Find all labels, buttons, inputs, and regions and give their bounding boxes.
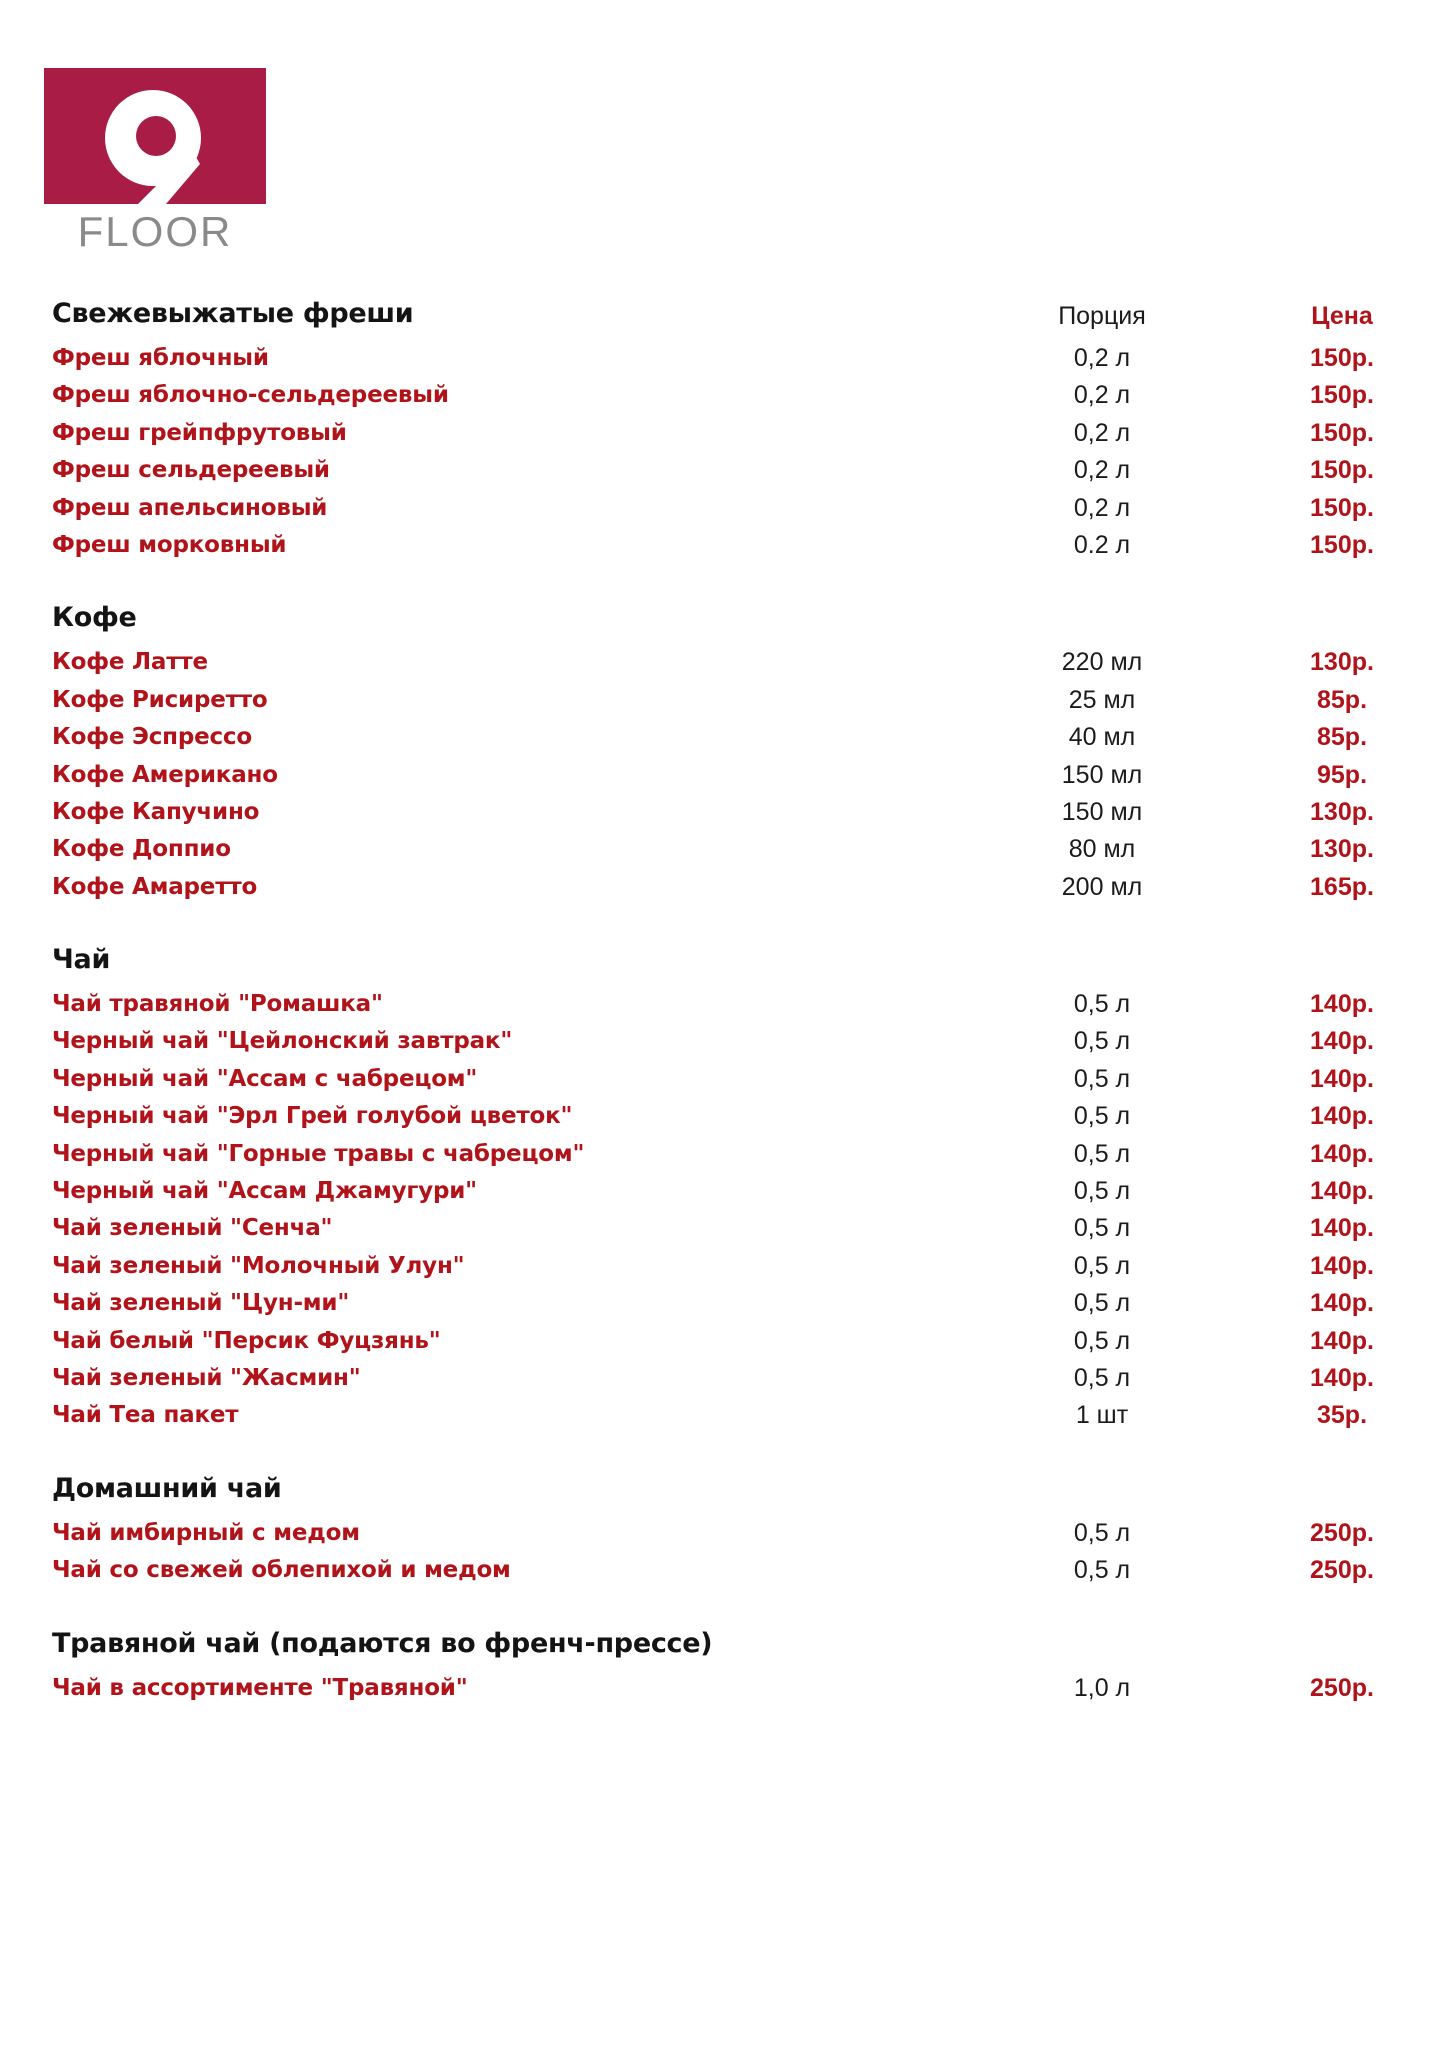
menu-item xyxy=(52,1399,1368,1436)
menu-section xyxy=(52,1472,1374,1592)
item-price: 140р. xyxy=(1310,1289,1374,1318)
item-portion: 1 шт xyxy=(1075,1401,1129,1430)
item-portion: 0,2 л xyxy=(1073,344,1131,372)
item-name: Чай травяной "Ромашка" xyxy=(52,991,383,1018)
menu-item xyxy=(52,1517,1374,1554)
item-portion: 0,5 л xyxy=(1073,1289,1131,1318)
section-title: Травяной чай (подаются во френч-прессе) xyxy=(52,1627,713,1659)
menu-section xyxy=(52,944,1374,1437)
item-name: Фреш сельдереевый xyxy=(52,457,330,484)
item-price: 140р. xyxy=(1310,1214,1374,1243)
section-title: Чай xyxy=(52,944,111,976)
menu-item xyxy=(52,1250,1374,1287)
item-name: Черный чай "Горные травы с чабрецом" xyxy=(52,1140,585,1167)
item-price: 250р. xyxy=(1310,1556,1374,1585)
item-price: 150р. xyxy=(1310,344,1374,372)
logo-graphic xyxy=(42,66,268,252)
menu-section xyxy=(52,602,1374,908)
item-portion: 0,2 л xyxy=(1073,493,1131,522)
item-portion: 150 мл xyxy=(1061,797,1143,826)
menu-item xyxy=(52,1287,1374,1324)
logo-word: FLOOR xyxy=(77,208,233,252)
item-name: Чай в ассортименте "Травяной" xyxy=(52,1674,468,1701)
item-name: Черный чай "Эрл Грей голубой цветок" xyxy=(52,1103,573,1130)
item-name: Кофе Капучино xyxy=(52,798,260,825)
menu-item xyxy=(52,1362,1374,1399)
column-header-price: Цена xyxy=(1311,302,1373,330)
item-name: Кофе Эспрессо xyxy=(52,724,252,751)
item-portion: 0,2 л xyxy=(1073,418,1131,447)
item-name: Чай со свежей облепихой и медом xyxy=(52,1557,511,1584)
menu-item xyxy=(52,1325,1374,1362)
menu-item xyxy=(52,1672,1374,1709)
item-price: 95р. xyxy=(1316,760,1368,789)
item-name: Черный чай "Ассам Джамугури" xyxy=(52,1178,477,1205)
menu-item xyxy=(52,1025,1374,1062)
item-name: Фреш апельсиновый xyxy=(52,494,328,521)
menu-item xyxy=(52,342,1374,379)
logo-numeral-counter xyxy=(136,116,176,156)
menu-item xyxy=(52,1138,1374,1175)
section-header xyxy=(52,944,1342,988)
menu-item xyxy=(52,1554,1374,1591)
item-name: Кофе Рисиретто xyxy=(52,686,268,713)
item-price: 140р. xyxy=(1310,1251,1374,1280)
item-price: 150р. xyxy=(1310,493,1374,522)
item-portion: 1,0 л xyxy=(1073,1673,1131,1702)
item-name: Чай имбирный с медом xyxy=(52,1519,360,1546)
item-price: 140р. xyxy=(1310,1363,1374,1392)
item-portion: 0,5 л xyxy=(1073,1363,1131,1392)
item-portion: 0.2 л xyxy=(1073,530,1131,559)
item-price: 140р. xyxy=(1310,1326,1374,1355)
item-price: 140р. xyxy=(1310,990,1374,1019)
item-portion: 200 мл xyxy=(1061,872,1143,901)
item-name: Чай зеленый "Молочный Улун" xyxy=(52,1252,465,1279)
menu-item xyxy=(52,684,1368,721)
item-name: Черный чай "Ассам с чабрецом" xyxy=(52,1065,478,1092)
item-portion: 0,5 л xyxy=(1073,1518,1131,1547)
item-portion: 0,5 л xyxy=(1073,1556,1131,1585)
item-portion: 40 мл xyxy=(1068,723,1136,752)
menu-item xyxy=(52,646,1374,683)
menu-item xyxy=(52,796,1374,833)
item-price: 85р. xyxy=(1316,685,1368,714)
item-portion: 150 мл xyxy=(1061,760,1143,789)
item-portion: 0,5 л xyxy=(1073,1214,1131,1243)
item-price: 140р. xyxy=(1310,1027,1374,1056)
item-portion: 80 мл xyxy=(1068,835,1136,864)
menu-section xyxy=(52,1627,1374,1709)
item-price: 165р. xyxy=(1310,872,1374,901)
item-name: Чай зеленый "Жасмин" xyxy=(52,1364,361,1391)
item-price: 150р. xyxy=(1310,381,1374,410)
item-price: 35р. xyxy=(1316,1401,1368,1430)
item-price: 150р. xyxy=(1310,530,1374,559)
item-price: 150р. xyxy=(1310,418,1374,447)
item-price: 150р. xyxy=(1310,456,1374,485)
menu-item xyxy=(52,871,1374,908)
menu-item xyxy=(52,721,1368,758)
item-name: Черный чай "Цейлонский завтрак" xyxy=(52,1028,513,1055)
item-portion: 0,5 л xyxy=(1073,990,1131,1019)
item-name: Чай зеленый "Сенча" xyxy=(52,1215,333,1242)
column-header-portion: Порция xyxy=(1058,302,1146,330)
item-portion: 220 мл xyxy=(1061,648,1143,677)
item-portion: 0,5 л xyxy=(1073,1139,1131,1168)
section-header xyxy=(52,1473,1342,1517)
item-price: 140р. xyxy=(1310,1177,1374,1206)
item-name: Чай Теа пакет xyxy=(52,1402,239,1429)
menu-item xyxy=(52,1063,1374,1100)
item-price: 85р. xyxy=(1316,723,1368,752)
item-name: Фреш яблочный xyxy=(52,345,269,371)
item-name: Фреш яблочно-сельдереевый xyxy=(52,382,449,409)
section-header xyxy=(52,602,1342,646)
item-name: Чай белый "Персик Фуцзянь" xyxy=(52,1327,441,1354)
item-portion: 0,5 л xyxy=(1073,1102,1131,1131)
item-portion: 0,5 л xyxy=(1073,1027,1131,1056)
menu-section xyxy=(52,298,1374,566)
item-portion: 25 мл xyxy=(1068,685,1136,714)
menu-item xyxy=(52,759,1368,796)
section-header xyxy=(52,1628,1342,1672)
item-price: 250р. xyxy=(1310,1518,1374,1547)
item-portion: 0,5 л xyxy=(1073,1251,1131,1280)
item-portion: 0,2 л xyxy=(1073,456,1131,485)
section-header xyxy=(52,298,1373,342)
menu-item xyxy=(52,454,1374,491)
item-price: 130р. xyxy=(1310,835,1374,864)
item-portion: 0,2 л xyxy=(1073,381,1131,410)
item-name: Кофе Доппио xyxy=(52,836,231,863)
item-name: Кофе Амаретто xyxy=(52,873,258,900)
menu-item xyxy=(52,1175,1374,1212)
item-price: 140р. xyxy=(1310,1064,1374,1093)
item-price: 140р. xyxy=(1310,1139,1374,1168)
item-name: Чай зеленый "Цун-ми" xyxy=(52,1290,350,1317)
menu-item xyxy=(52,379,1374,416)
item-portion: 0,5 л xyxy=(1073,1326,1131,1355)
section-title: Домашний чай xyxy=(52,1472,282,1504)
item-price: 140р. xyxy=(1310,1102,1374,1131)
item-price: 250р. xyxy=(1310,1673,1374,1702)
brand-logo xyxy=(42,66,268,252)
menu-list xyxy=(52,298,1374,1745)
menu-item xyxy=(52,1100,1374,1137)
item-name: Фреш морковный xyxy=(52,531,287,558)
menu-item xyxy=(52,988,1374,1025)
item-portion: 0,5 л xyxy=(1073,1064,1131,1093)
section-title: Кофе xyxy=(52,602,137,634)
item-name: Кофе Латте xyxy=(52,649,208,676)
item-price: 130р. xyxy=(1310,797,1374,826)
menu-item xyxy=(52,417,1374,454)
item-price: 130р. xyxy=(1310,648,1374,677)
item-name: Кофе Американо xyxy=(52,761,278,788)
menu-item xyxy=(52,492,1374,529)
item-name: Фреш грейпфрутовый xyxy=(52,419,347,446)
menu-item xyxy=(52,833,1374,870)
section-title: Свежевыжатые фреши xyxy=(52,298,414,329)
menu-item xyxy=(52,1212,1374,1249)
item-portion: 0,5 л xyxy=(1073,1177,1131,1206)
menu-item xyxy=(52,529,1374,566)
